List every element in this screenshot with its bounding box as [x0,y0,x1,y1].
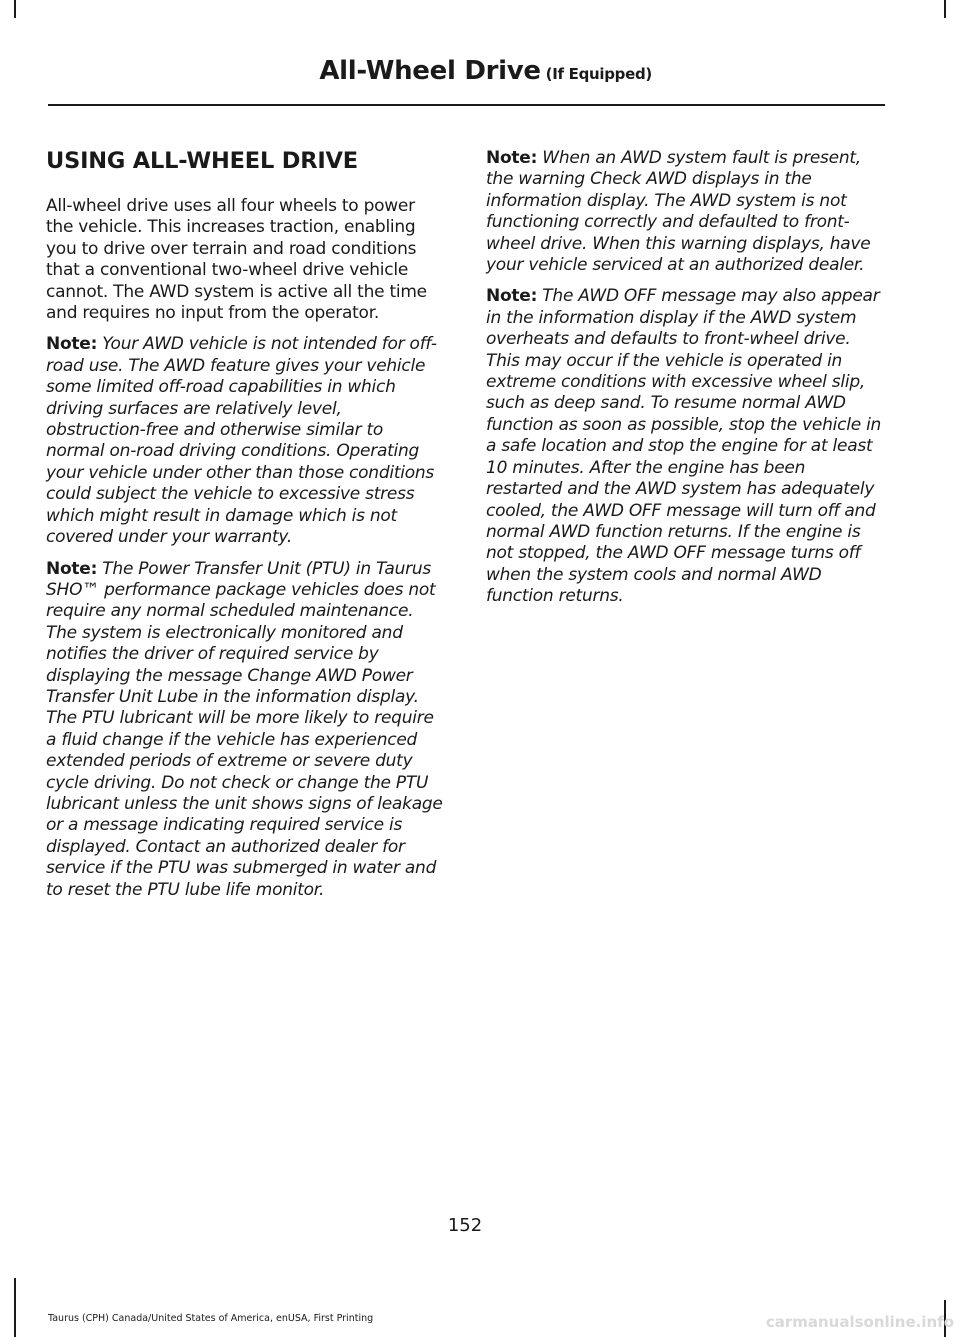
header-title-suffix: (If Equipped) [540,65,652,83]
watermark: carmanualsonline.info [765,1313,954,1331]
page-number: 152 [447,1215,483,1236]
note-text: When an AWD system fault is present, the warning Check AWD displays in the information display. The AWD system is not functioning correctly and defaulted to front-wheel drive. When this warning displays, have your vehicle serviced at an authorized dealer. [486,148,871,276]
note-text: The Power Transfer Unit (PTU) in Taurus SHO™ performance package vehicles does not require any normal scheduled maintenance. The system is electronically monitored and notifies the driver of required service by displaying the message Change AWD Power Transfer Unit Lube in the information display. The PTU lubricant will be more likely to require a fluid change if the vehicle has experienced extended periods of extreme or severe duty cycle driving. Do not check or change the PTU lubricant unless the unit shows signs of leakage or a message indicating required service is displayed. Contact an authorized dealer for service if the PTU was submerged in water and to reset the PTU lube life monitor. [46,558,443,900]
crop-mark-top-right [944,0,946,18]
note-label: Note: [46,334,98,355]
crop-mark-bottom-left [14,1278,16,1337]
section-heading: USING ALL-WHEEL DRIVE [46,148,358,174]
header-title-main: All-Wheel Drive [319,56,541,86]
intro-paragraph: All-wheel drive uses all four wheels to power the vehicle. This increases traction, enabling you to drive over terrain and road conditions that a conventional two-wheel drive vehicle cannot. The AWD system is active all the time and requires no input from the operator. [46,196,427,324]
page-header-title [319,56,652,86]
note-text: Your AWD vehicle is not intended for off-road use. The AWD feature gives your vehicle some limited off-road capabilities in which driving surfaces are relatively level, obstruction-free and otherwise similar to normal on-road driving conditions. Operating your vehicle under other than those conditions could subject the vehicle to excessive stress which might result in damage which is not covered under your warranty. [46,334,437,548]
crop-mark-top-left [14,0,16,18]
note-awd-off [486,286,886,607]
note-awd-fault [486,148,886,276]
publication-footer: Taurus (CPH) Canada/United States of America, enUSA, First Printing [48,1313,374,1324]
note-text: The AWD OFF message may also appear in the information display if the AWD system overheats and defaults to front-wheel drive. This may occur if the vehicle is operated in extreme conditions with excessive wheel slip, such as deep sand. To resume normal AWD function as soon as possible, stop the vehicle in a safe location and stop the engine for at least 10 minutes. After the engine has been restarted and the AWD system has adequately cooled, the AWD OFF message will turn off and normal AWD function returns. If the engine is not stopped, the AWD OFF message turns off when the system cools and normal AWD function returns. [486,286,882,607]
left-column [46,146,446,911]
right-column [486,148,886,618]
note-off-road [46,334,446,548]
note-label: Note: [46,558,98,579]
header-divider [48,104,885,106]
note-label: Note: [486,148,538,168]
note-ptu-maintenance [46,559,446,902]
note-label: Note: [486,286,538,307]
